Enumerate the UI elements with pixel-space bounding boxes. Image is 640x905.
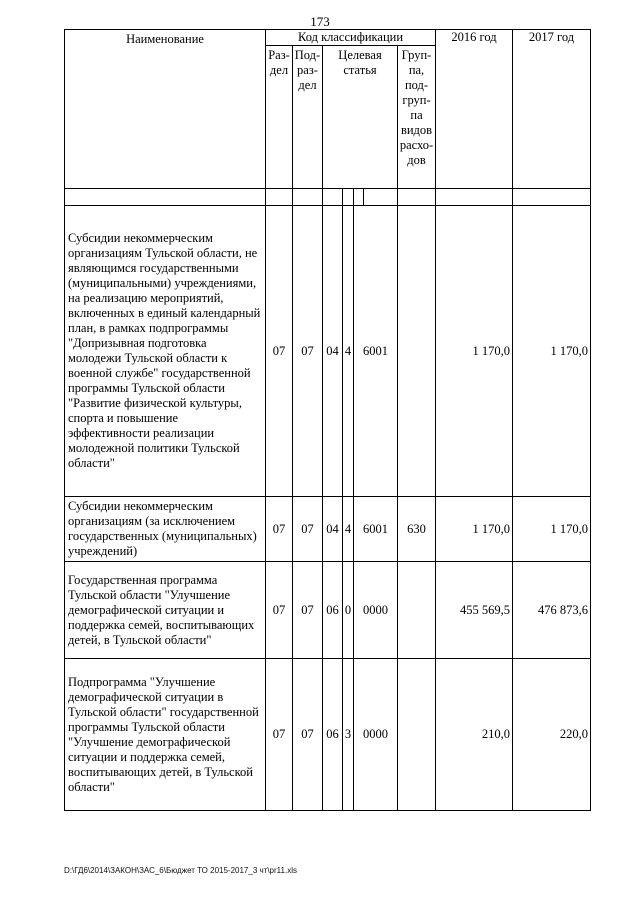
row-article-part2: 4 — [343, 206, 354, 497]
row-article-part3: 6001 — [354, 497, 398, 562]
table-row — [65, 206, 591, 497]
row-section: 07 — [266, 659, 293, 811]
spacer-cell — [513, 189, 591, 206]
row-section: 07 — [266, 206, 293, 497]
row-article-part3: 0000 — [354, 562, 398, 659]
table-row — [65, 497, 591, 562]
header-classification: Код классификации — [266, 30, 436, 46]
spacer-cell — [354, 189, 364, 206]
row-article-part1: 04 — [323, 497, 343, 562]
row-article-part3: 0000 — [354, 659, 398, 811]
page-number: 173 — [310, 14, 330, 29]
table-row — [65, 659, 591, 811]
header-row-top — [65, 30, 591, 46]
row-subsection: 07 — [293, 206, 323, 497]
spacer-cell — [266, 189, 293, 206]
spacer-cell — [343, 189, 354, 206]
spacer-cell — [398, 189, 436, 206]
header-year-2016: 2016 год — [436, 30, 513, 189]
header-target-article: Целевая статья — [323, 46, 398, 189]
row-amount-2016: 1 170,0 — [436, 206, 513, 497]
row-amount-2017: 476 873,6 — [513, 562, 591, 659]
row-subsection: 07 — [293, 659, 323, 811]
row-name: Субсидии некоммерческим организациям (за исключением государственных (муниципальных) учреждений) — [65, 497, 266, 562]
row-subsection: 07 — [293, 562, 323, 659]
row-article-part2: 4 — [343, 497, 354, 562]
table-row — [65, 562, 591, 659]
spacer-row — [65, 189, 591, 206]
row-name: Субсидии некоммерческим организациям Тульской области, не являющимся государственными (муниципальными) учреждениями, на реализацию мероприятий, включенных в единый календарный план, в рамках подпрограммы "Допризывная подготовка молодежи Тульской области к военной службе" государственной программы Тульской области "Развитие физической культуры, спорта и повышение эффективности реализации молодежной политики Тульской области" — [65, 206, 266, 497]
row-expense-group — [398, 659, 436, 811]
row-article-part1: 06 — [323, 659, 343, 811]
budget-table — [64, 29, 591, 811]
spacer-cell — [323, 189, 343, 206]
header-year-2017: 2017 год — [513, 30, 591, 189]
row-name: Государственная программа Тульской области "Улучшение демографической ситуации и поддержка семей, воспитывающих детей, в Тульской области" — [65, 562, 266, 659]
spacer-cell — [436, 189, 513, 206]
row-expense-group — [398, 206, 436, 497]
row-article-part2: 0 — [343, 562, 354, 659]
row-amount-2017: 1 170,0 — [513, 206, 591, 497]
row-amount-2016: 455 569,5 — [436, 562, 513, 659]
footer-file-path: D:\ГД6\2014\ЗАКОН\ЗАС_6\Бюджет ТО 2015-2017_3 чт\pr11.xls — [64, 866, 297, 875]
row-expense-group — [398, 562, 436, 659]
row-article-part1: 06 — [323, 562, 343, 659]
row-article-part2: 3 — [343, 659, 354, 811]
header-section: Раз- дел — [266, 46, 293, 189]
row-article-part3: 6001 — [354, 206, 398, 497]
row-expense-group: 630 — [398, 497, 436, 562]
row-amount-2017: 1 170,0 — [513, 497, 591, 562]
row-amount-2016: 210,0 — [436, 659, 513, 811]
row-name: Подпрограмма "Улучшение демографической ситуации в Тульской области" государственной программы Тульской области "Улучшение демографической ситуации и поддержка семей, воспитывающих детей, в Тульской области" — [65, 659, 266, 811]
row-subsection: 07 — [293, 497, 323, 562]
spacer-cell — [364, 189, 398, 206]
header-name: Наименование — [65, 30, 266, 189]
row-article-part1: 04 — [323, 206, 343, 497]
header-expense-group: Груп- па, под- груп- па видов расхо- дов — [398, 46, 436, 189]
header-subsection: Под- раз- дел — [293, 46, 323, 189]
spacer-cell — [293, 189, 323, 206]
row-amount-2016: 1 170,0 — [436, 497, 513, 562]
row-amount-2017: 220,0 — [513, 659, 591, 811]
spacer-cell — [65, 189, 266, 206]
row-section: 07 — [266, 497, 293, 562]
row-section: 07 — [266, 562, 293, 659]
